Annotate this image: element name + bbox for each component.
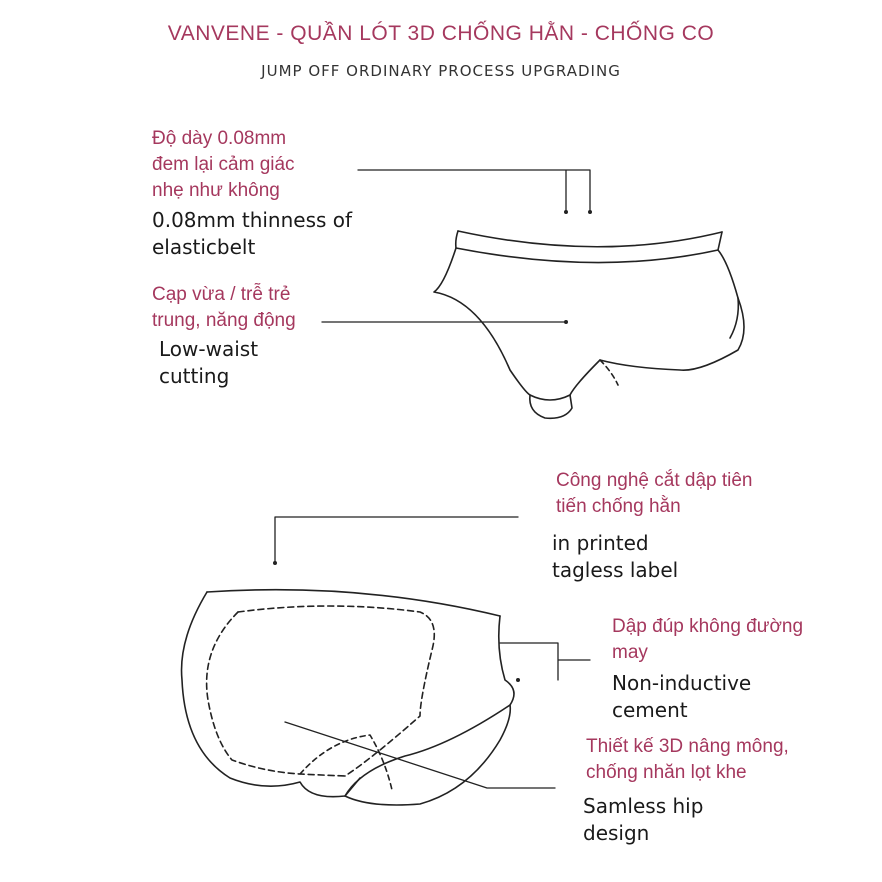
callout-cement-vi — [612, 614, 803, 666]
callout-text: cutting — [159, 364, 230, 388]
callout-text: Low-waist — [159, 337, 259, 361]
callout-hip-vi — [586, 734, 789, 786]
callout-low-waist-vi — [152, 282, 296, 334]
callout-text: 0.08mm thinness of — [152, 208, 353, 232]
page-title: VANVENE - QUẦN LÓT 3D CHỐNG HẰN - CHỐNG CO — [167, 22, 715, 45]
callout-text: đem lại cảm giác — [152, 154, 295, 175]
callout-text: trung, năng động — [152, 310, 296, 331]
callout-text: Công nghệ cắt dập tiên — [556, 470, 753, 491]
callout-hip-en — [583, 793, 703, 847]
callout-text: tagless label — [552, 558, 679, 582]
callout-thinness-vi — [152, 126, 295, 204]
front-view-drawing — [434, 231, 744, 418]
callout-cement-en — [612, 670, 751, 724]
callout-thinness-en — [152, 207, 352, 261]
callout-text: Độ dày 0.08mm — [152, 128, 287, 149]
callout-text: Samless hip — [583, 794, 704, 818]
callout-text: in printed — [552, 531, 649, 555]
callout-tagless-en — [552, 530, 678, 584]
callout-tagless-vi — [556, 468, 753, 520]
callout-text: Cạp vừa / trễ trẻ — [152, 284, 291, 305]
callout-text: Dập đúp không đường — [612, 616, 804, 637]
callout-text: design — [583, 821, 650, 845]
rear-view-drawing — [182, 590, 514, 805]
callout-text: chống nhăn lọt khe — [586, 762, 747, 783]
callout-text: Thiết kế 3D nâng mông, — [586, 736, 789, 757]
callout-low-waist-en — [159, 336, 258, 390]
callout-text: cement — [612, 698, 688, 722]
callout-text: nhẹ như không — [152, 180, 280, 201]
callout-text: elasticbelt — [152, 235, 256, 259]
leader-lines — [275, 170, 590, 788]
callout-text: Non-inductive — [612, 671, 752, 695]
callout-text: may — [612, 642, 648, 663]
page-subtitle: JUMP OFF ORDINARY PROCESS UPGRADING — [261, 62, 621, 80]
callout-text: tiến chống hằn — [556, 496, 681, 517]
